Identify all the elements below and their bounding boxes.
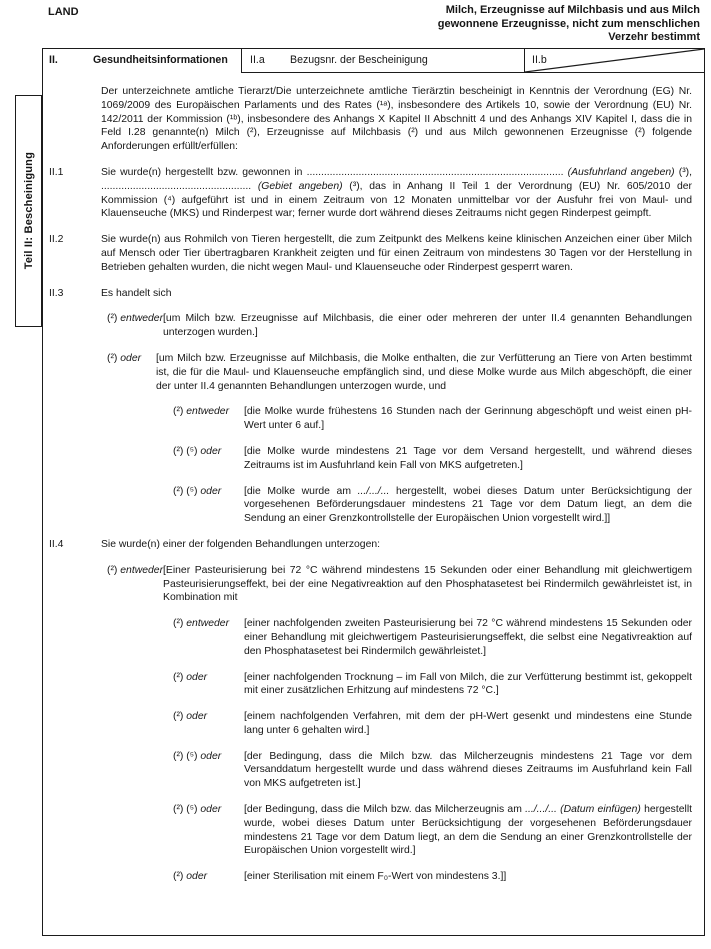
condition-marker: (²): [173, 618, 184, 630]
condition-word: entweder: [186, 618, 230, 630]
condition-label: [107, 312, 163, 340]
item-number: II.4: [49, 538, 64, 550]
condition-text: [die Molke wurde am .../.../... hergestellt, wobei dieses Datum unter Berücksichtigung der vorgesehenen Beförderungsdauer mindestens 21 Tage vor dem Datum liegt, an dem die Sendung an einer Grenzkontrollstelle der Europäischen Union vorgestellt wird.]]: [244, 485, 692, 525]
table-header: [43, 49, 704, 73]
document-title-line: Milch, Erzeugnisse auf Milchbasis und aus Milch: [445, 4, 700, 16]
condition-text: [einer Sterilisation mit einem F₀-Wert von mindestens 3.]]: [244, 871, 507, 883]
condition-text: [Einer Pasteurisierung bei 72 °C während mindestens 15 Sekunden oder einer Behandlung mit gleichwertigem Pasteurisierungseffekt, bei der eine Negativreaktion auf den Phosphatasetest bei Rindermilch gewährleistet ist, in Kombination mit: [163, 564, 692, 604]
condition-word: entweder: [120, 313, 164, 325]
certificate-table: [42, 48, 705, 936]
condition-label: [173, 710, 244, 738]
condition-word: oder: [200, 445, 222, 457]
condition-word: oder: [200, 750, 222, 762]
condition-row: [43, 617, 704, 658]
condition-row: [43, 312, 704, 340]
diagonal-strike-line: [525, 49, 704, 72]
condition-marker: (²) (⁵): [173, 445, 198, 457]
condition-word: oder: [186, 871, 208, 883]
item-text: Sie wurde(n) aus Rohmilch von Tieren hergestellt, die zum Zeitpunkt des Melkens keine klinischen Anzeichen einer über Milch auf Mensch oder Tier übertragbaren Krankheit zeigten und für einen Zeitraum von mindestens 30 Tagen vor der Herstellung in Betrieben gehalten wurden, die nicht wegen Maul- und Klauenseuche oder Rinderpest gesperrt waren.: [101, 234, 692, 273]
ref-title: Bezugsnr. der Bescheinigung: [290, 54, 428, 66]
condition-label: [173, 671, 244, 699]
condition-marker: (²) (⁵): [173, 485, 198, 497]
condition-word: entweder: [186, 406, 230, 418]
condition-marker: (²): [173, 711, 184, 723]
condition-text: [um Milch bzw. Erzeugnisse auf Milchbasis, die einer oder mehreren der unter II.4 genannten Behandlungen unterzogen wurden.]: [163, 313, 692, 339]
item-row: [43, 166, 704, 221]
condition-row: [43, 352, 704, 393]
header-cell-local-reference: [524, 49, 704, 73]
local-ref-label: II.b: [532, 54, 547, 66]
condition-row: [43, 803, 704, 858]
condition-row: [43, 445, 704, 473]
item-row: [43, 85, 704, 154]
item-number: II.2: [49, 234, 64, 246]
condition-word: entweder: [120, 564, 164, 576]
item-text: Sie wurde(n) hergestellt bzw. gewonnen in ......................................................................................... (Ausfuhrland angeben) (³), .................................................... (Gebiet angeben) (³), das in Anhang II Teil 1 der Verordnung (EU) Nr. 605/2010 der Kommission (⁴) aufgeführt ist und in einem Zeitraum von 12 Monaten unmittelbar vor der Ausfuhr frei von Maul- und Klauenseuche (MKS) und Rinderpest war; ferner wurde dort während dieses Zeitraums nicht gegen Rinderpest geimpft.: [101, 166, 693, 220]
condition-word: oder: [186, 671, 208, 683]
ref-number-label: II.a: [250, 54, 265, 66]
condition-row: [43, 564, 704, 605]
condition-row: [43, 750, 704, 791]
item-text: Sie wurde(n) einer der folgenden Behandlungen unterzogen:: [101, 538, 381, 550]
condition-label: [173, 405, 244, 433]
condition-marker: (²): [173, 406, 184, 418]
condition-marker: (²): [173, 871, 184, 883]
item-text: Es handelt sich: [101, 287, 172, 299]
condition-label: [173, 617, 244, 658]
condition-label: [173, 750, 244, 791]
condition-marker: (²): [173, 671, 184, 683]
document-title-line: gewonnene Erzeugnisse, nicht zum menschlichen: [437, 17, 700, 30]
item-text: Der unterzeichnete amtliche Tierarzt/Die unterzeichnete amtliche Tierärztin bescheinigt in Kenntnis der Verordnung (EG) Nr. 1069/2009 des Europäischen Parlaments und des Rates (¹ᵃ), insbesondere des Artikels 10, sowie der Verordnung (EU) Nr. 142/2011 der Kommission (¹ᵇ), insbesondere des Anhangs X Kapitel II Abschnitt 4 und des Anhangs XIV Kapitel I, dass die in Feld I.28 genannte(n) Milch (²), Erzeugnisse auf Milchbasis (²) und aus Milch gewonnenen Erzeugnisse (²) folgende Anforderungen erfüllt/erfüllen:: [101, 86, 692, 153]
part-ii-label: Teil II: Bescheinigung: [22, 152, 35, 270]
condition-label: [107, 564, 163, 605]
item-row: [43, 287, 704, 301]
condition-marker: (²) (⁵): [173, 750, 198, 762]
condition-label: [173, 445, 244, 473]
item-number: [43, 85, 101, 154]
condition-text: [einer nachfolgenden zweiten Pasteurisierung bei 72 °C während mindestens 15 Sekunden oder einer Behandlung mit gleichwertigem Pasteurisierungseffekt, die selbst eine Negativreaktion auf den Phosphatasetest bei Rindermilch gewährleistet.]: [244, 618, 692, 657]
item-number: II.1: [49, 166, 64, 178]
condition-text: [einem nachfolgenden Verfahren, mit dem der pH-Wert gesenkt und mindestens eine Stunde lang unter 6 gehalten wird.]: [244, 711, 692, 736]
header-cell-reference-number: [241, 49, 524, 73]
part-ii-sidebar: [15, 95, 42, 327]
condition-text: [um Milch bzw. Erzeugnisse auf Milchbasis, die Molke enthalten, die zur Verfütterung an Tiere von Arten bestimmt ist, die für die Maul- und Klauenseuche empfänglich sind, und diese Molke wurde aus Milch abgeschöpft, die einer der unter II.4 genannten Behandlungen unterzogen wurde, und: [156, 352, 692, 392]
condition-text: [einer nachfolgenden Trocknung – im Fall von Milch, die zur Verfütterung bestimmt ist, gekoppelt mit einer zusätzlichen Erhitzung auf mindestens 72 °C.]: [244, 671, 692, 697]
condition-marker: (²): [107, 564, 118, 576]
country-label: LAND: [48, 6, 79, 18]
item-row: [43, 538, 704, 552]
condition-row: [43, 710, 704, 738]
condition-row: [43, 405, 704, 433]
condition-word: oder: [120, 352, 142, 364]
section-number: II.: [49, 54, 58, 66]
condition-label: [173, 803, 244, 858]
condition-marker: (²): [107, 313, 118, 325]
condition-row: [43, 671, 704, 699]
condition-label: [173, 870, 244, 884]
header-cell-health-info: [43, 49, 241, 73]
condition-word: oder: [200, 804, 222, 816]
condition-label: [173, 485, 244, 526]
condition-row: [43, 870, 704, 884]
item-number: II.3: [49, 287, 64, 299]
condition-row: [43, 485, 704, 526]
document-title: [280, 4, 700, 45]
document-title-line: Verzehr bestimmt: [608, 31, 700, 43]
condition-marker: (²) (⁵): [173, 804, 198, 816]
condition-word: oder: [186, 711, 208, 723]
condition-text: [die Molke wurde mindestens 21 Tage vor dem Versand hergestellt, und während dieses Zeitraums ist im Ausfuhrland kein Fall von MKS aufgetreten.]: [244, 445, 692, 471]
certificate-body: [43, 73, 704, 884]
condition-word: oder: [200, 485, 222, 497]
section-title: Gesundheitsinformationen: [93, 54, 228, 66]
condition-label: [107, 352, 156, 393]
condition-text: [der Bedingung, dass die Milch bzw. das Milcherzeugnis mindestens 21 Tage vor dem Versanddatum hergestellt wurde und dass während dieses Zeitraums im Ausfuhrland kein Fall von MKS aufgetreten ist.]: [244, 750, 692, 790]
condition-marker: (²): [107, 352, 118, 364]
condition-text: [die Molke wurde frühestens 16 Stunden nach der Gerinnung abgeschöpft und weist einen pH-Wert unter 6 auf.]: [244, 406, 692, 432]
condition-text: [der Bedingung, dass die Milch bzw. das Milcherzeugnis am .../.../... (Datum einfügen) hergestellt wurde, wobei dieses Datum unter Berücksichtigung der vorgesehenen Beförderungsdauer mindestens 21 Tage vor dem Datum liegt, an dem die Sendung an einer Grenzkontrollstelle der Europäischen Union vorgestellt wird.]: [244, 804, 693, 857]
item-row: [43, 233, 704, 274]
